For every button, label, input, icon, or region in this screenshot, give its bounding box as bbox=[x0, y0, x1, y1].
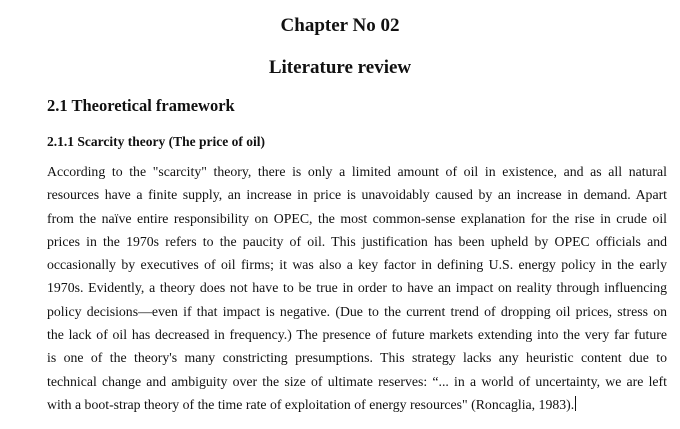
body-line-4: prices in the 1970s refers to the paucity of oil. This justification has been upheld by OPEC officials and bbox=[47, 233, 667, 249]
body-line-6: 1970s. Evidently, a theory does not have to be true in order to have an impact on reality through influencing bbox=[47, 280, 667, 296]
section-heading: 2.1 Theoretical framework bbox=[47, 96, 235, 115]
subsection-heading: 2.1.1 Scarcity theory (The price of oil) bbox=[47, 134, 265, 149]
body-line-5: occasionally by executives of oil firms; it was also a key factor in defining U.S. energy policy in the early bbox=[47, 257, 667, 273]
body-line-11 bbox=[47, 393, 667, 416]
body-line-9: is one of the theory's many constricting presumptions. This strategy lacks any heuristic content due to bbox=[47, 350, 667, 366]
body-line-7: policy decisions—even if that impact is negative. (Due to the current trend of dropping oil prices, stress on bbox=[47, 303, 667, 319]
body-line-8: the lack of oil has decreased in frequency.) The presence of future markets extending into the very far future bbox=[47, 327, 667, 343]
body-line-2: resources have a finite supply, an increase in price is unavoidably caused by an increase in demand. Apart bbox=[47, 187, 667, 203]
text-cursor bbox=[575, 396, 576, 411]
body-line-10: technical change and ambiguity over the size of ultimate reserves: “... in a world of uncertainty, we are left bbox=[47, 373, 667, 389]
body-line-1: According to the "scarcity" theory, there is only a limited amount of oil in existence, and as all natural bbox=[47, 164, 667, 179]
body-line-3: from the naïve entire responsibility on OPEC, the most common-sense explanation for the rise in crude oil bbox=[47, 210, 667, 226]
chapter-title: Chapter No 02 bbox=[280, 15, 400, 36]
body-paragraph[interactable] bbox=[47, 160, 667, 416]
body-line-11-text: with a boot-strap theory of the time rate of exploitation of energy resources" (Roncaglia, 1983). bbox=[47, 396, 575, 412]
chapter-subtitle: Literature review bbox=[268, 57, 412, 78]
